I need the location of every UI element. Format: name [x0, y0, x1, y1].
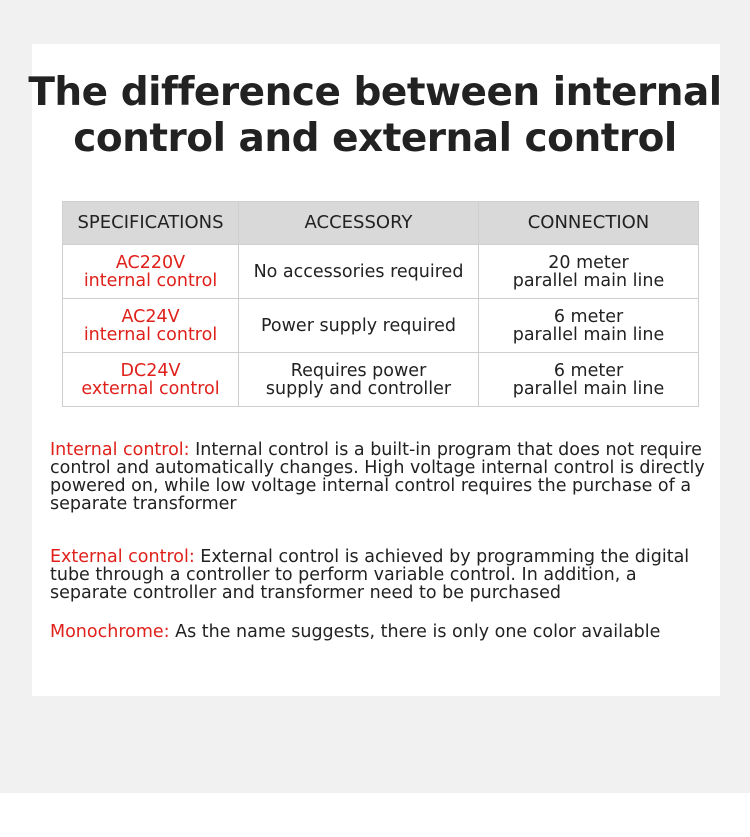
external-control-note: External control: External control is achieved by programming the digital tube through a controller to perform variable control. In addition, a separate controller and transformer need to be purchased [50, 547, 690, 603]
external-control-label: External control: [50, 547, 195, 567]
accessory-cell: Power supply required [239, 299, 479, 353]
spec-cell: AC220V internal control [63, 245, 239, 299]
accessory-cell: No accessories required [239, 245, 479, 299]
title-line-1: The difference between internal [28, 70, 722, 115]
internal-control-note: Internal control: Internal control is a built-in program that does not require control and automatically changes. High voltage internal control is directly powered on, while low voltage internal control requires the purchase of a separate transformer [50, 440, 705, 514]
table-header-row [63, 202, 699, 245]
spec-cell: DC24V external control [63, 353, 239, 407]
connection-cell: 6 meter parallel main line [479, 299, 699, 353]
header-accessory: ACCESSORY [239, 202, 479, 245]
spec-cell: AC24V internal control [63, 299, 239, 353]
table-row [63, 245, 699, 299]
header-connection: CONNECTION [479, 202, 699, 245]
connection-cell: 20 meter parallel main line [479, 245, 699, 299]
bottom-band [0, 793, 750, 837]
header-specifications: SPECIFICATIONS [63, 202, 239, 245]
table-row [63, 299, 699, 353]
connection-cell: 6 meter parallel main line [479, 353, 699, 407]
page-title [0, 70, 750, 162]
internal-control-label: Internal control: [50, 440, 190, 460]
accessory-cell: Requires power supply and controller [239, 353, 479, 407]
comparison-table [62, 201, 699, 407]
monochrome-label: Monochrome: [50, 622, 170, 642]
title-line-2: control and external control [73, 116, 677, 161]
monochrome-note: Monochrome: As the name suggests, there is only one color available [50, 622, 661, 642]
table-row [63, 353, 699, 407]
